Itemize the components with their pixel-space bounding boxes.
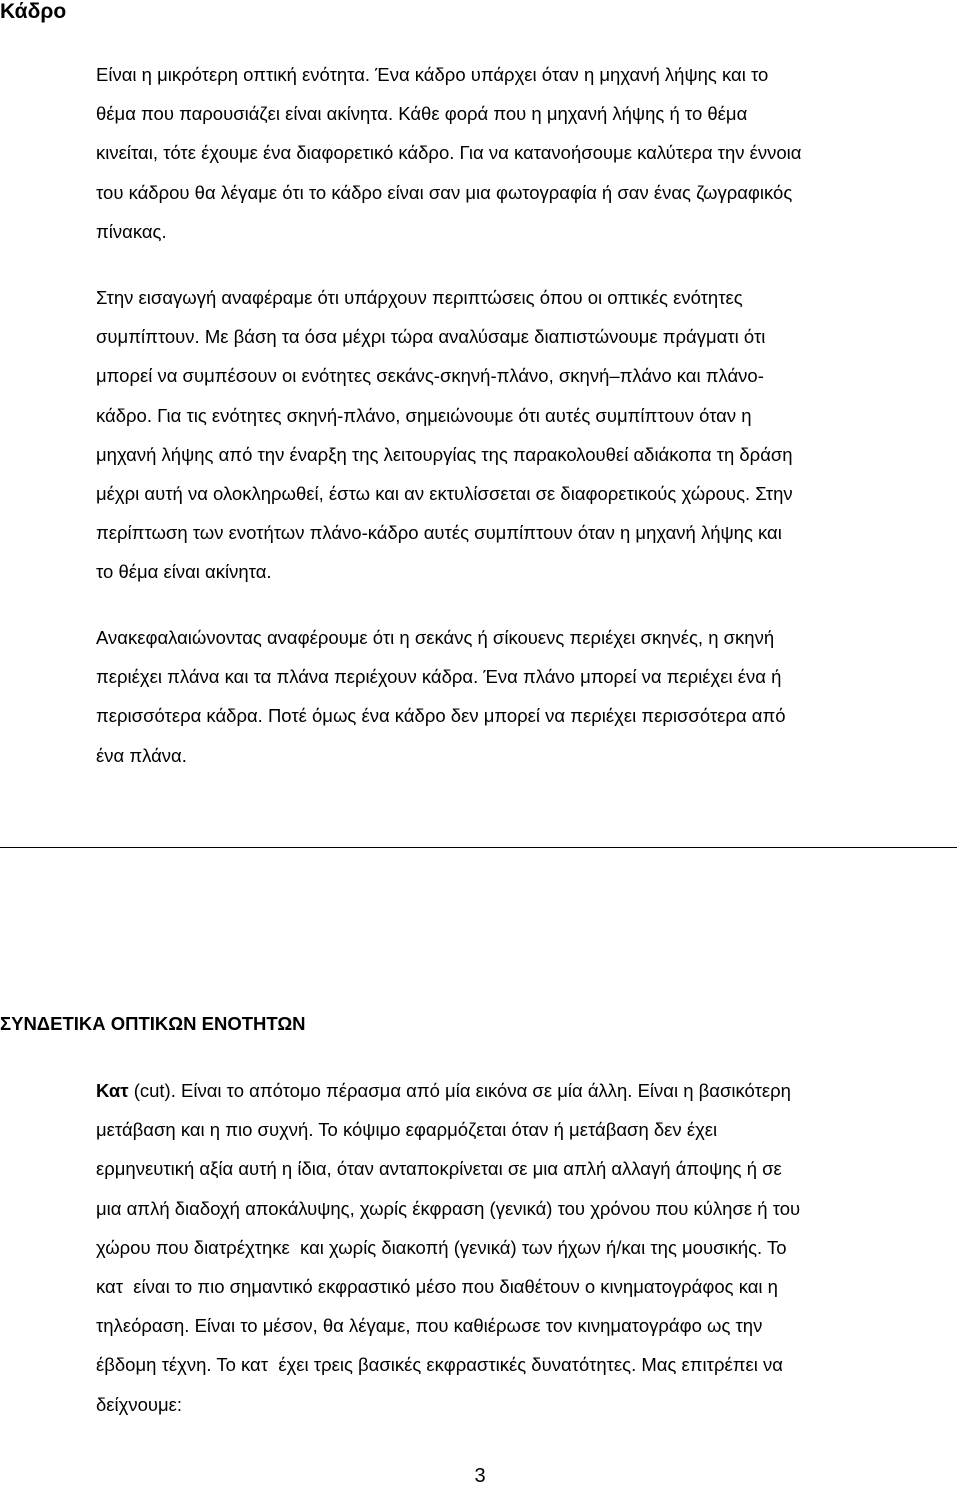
text-line: ερμηνευτική αξία αυτή η ίδια, όταν ανταποκρίνεται σε μια απλή αλλαγή άποψης ή σε [96,1158,782,1180]
page-title: Κάδρο [0,0,67,23]
text-line: Ανακεφαλαιώνοντας αναφέρουμε ότι η σεκάνς ή σίκουενς περιέχει σκηνές, η σκηνή [96,627,775,648]
text-line: το θέμα είναι ακίνητα. [96,561,272,583]
text-line: μπορεί να συμπέσουν οι ενότητες σεκάνς-σκηνή-πλάνο, σκηνή–πλάνο και πλάνο- [96,365,764,387]
text-line: χώρου που διατρέχτηκε και χωρίς διακοπή (γενικά) των ήχων ή/και της μουσικής. Το [96,1236,787,1258]
text-line: κατ είναι το πιο σημαντικό εκφραστικό μέσο που διαθέτουν ο κινηματογράφος και η [96,1276,778,1298]
text-line: συμπίπτουν. Με βάση τα όσα μέχρι τώρα αναλύσαμε διαπιστώνουμε πράγματι ότι [96,326,766,348]
text-line: περισσότερα κάδρα. Ποτέ όμως ένα κάδρο δεν μπορεί να περιέχει περισσότερα από [96,705,786,727]
text-line: τηλεόραση. Είναι το μέσον, θα λέγαμε, που καθιέρωσε τον κινηματογράφο ως την [96,1315,763,1337]
text-line: μια απλή διαδοχή αποκάλυψης, χωρίς έκφραση (γενικά) του χρόνου που κύλησε ή του [96,1197,801,1219]
text-line: Στην εισαγωγή αναφέραμε ότι υπάρχουν περιπτώσεις όπου οι οπτικές ενότητες [96,287,743,308]
paragraph-frame-definition [96,55,856,251]
text-line: μηχανή λήψης από την έναρξη της λειτουργίας της παρακολουθεί αδιάκοπα τη δράση [96,443,793,465]
text-line: θέμα που παρουσιάζει είναι ακίνητα. Κάθε φορά που η μηχανή λήψης ή το θέμα [96,103,748,125]
section-title: ΣΥΝΔΕΤΙΚΑ ΟΠΤΙΚΩΝ ΕΝΟΤΗΤΩΝ [0,1013,306,1034]
page-number: 3 [474,1465,486,1487]
paragraph-cut-definition [96,1071,856,1424]
text-line: περιέχει πλάνα και τα πλάνα περιέχουν κάδρα. Ένα πλάνο μπορεί να περιέχει ένα ή [96,666,782,688]
paragraph-coinciding-units [96,278,856,592]
text-line: μέχρι αυτή να ολοκληρωθεί, έστω και αν εκτυλίσσεται σε διαφορετικούς χώρους. Στην [96,483,793,505]
text-line: περίπτωση των ενοτήτων πλάνο-κάδρο αυτές συμπίπτουν όταν η μηχανή λήψης και [96,522,782,544]
text-line: κάδρο. Για τις ενότητες σκηνή-πλάνο, σημειώνουμε ότι αυτές συμπίπτουν όταν η [96,404,752,426]
term-cut: Κατ [96,1080,129,1101]
text-line: μετάβαση και η πιο συχνή. Το κόψιμο εφαρμόζεται όταν ή μετάβαση δεν έχει [96,1119,718,1141]
cut-definition-text: (cut). Είναι το απότομο πέρασμα από μία εικόνα σε μία άλλη. Είναι η βασικότερη [128,1080,791,1101]
text-line [96,1071,856,1110]
text-line: δείχνουμε: [96,1393,183,1415]
text-line: κινείται, τότε έχουμε ένα διαφορετικό κάδρο. Για να κατανοήσουμε καλύτερα την έννοια [96,142,802,164]
horizontal-divider [0,847,957,848]
text-line: του κάδρου θα λέγαμε ότι το κάδρο είναι σαν μια φωτογραφία ή σαν ένας ζωγραφικός [96,181,793,203]
text-line: Είναι η μικρότερη οπτική ενότητα. Ένα κάδρο υπάρχει όταν η μηχανή λήψης και το [96,64,769,85]
text-line: ένα πλάνα. [96,744,187,766]
text-line: έβδομη τέχνη. Το κατ έχει τρεις βασικές εκφραστικές δυνατότητες. Μας επιτρέπει να [96,1354,783,1376]
text-line: πίνακας. [96,220,167,242]
paragraph-summary [96,618,856,775]
